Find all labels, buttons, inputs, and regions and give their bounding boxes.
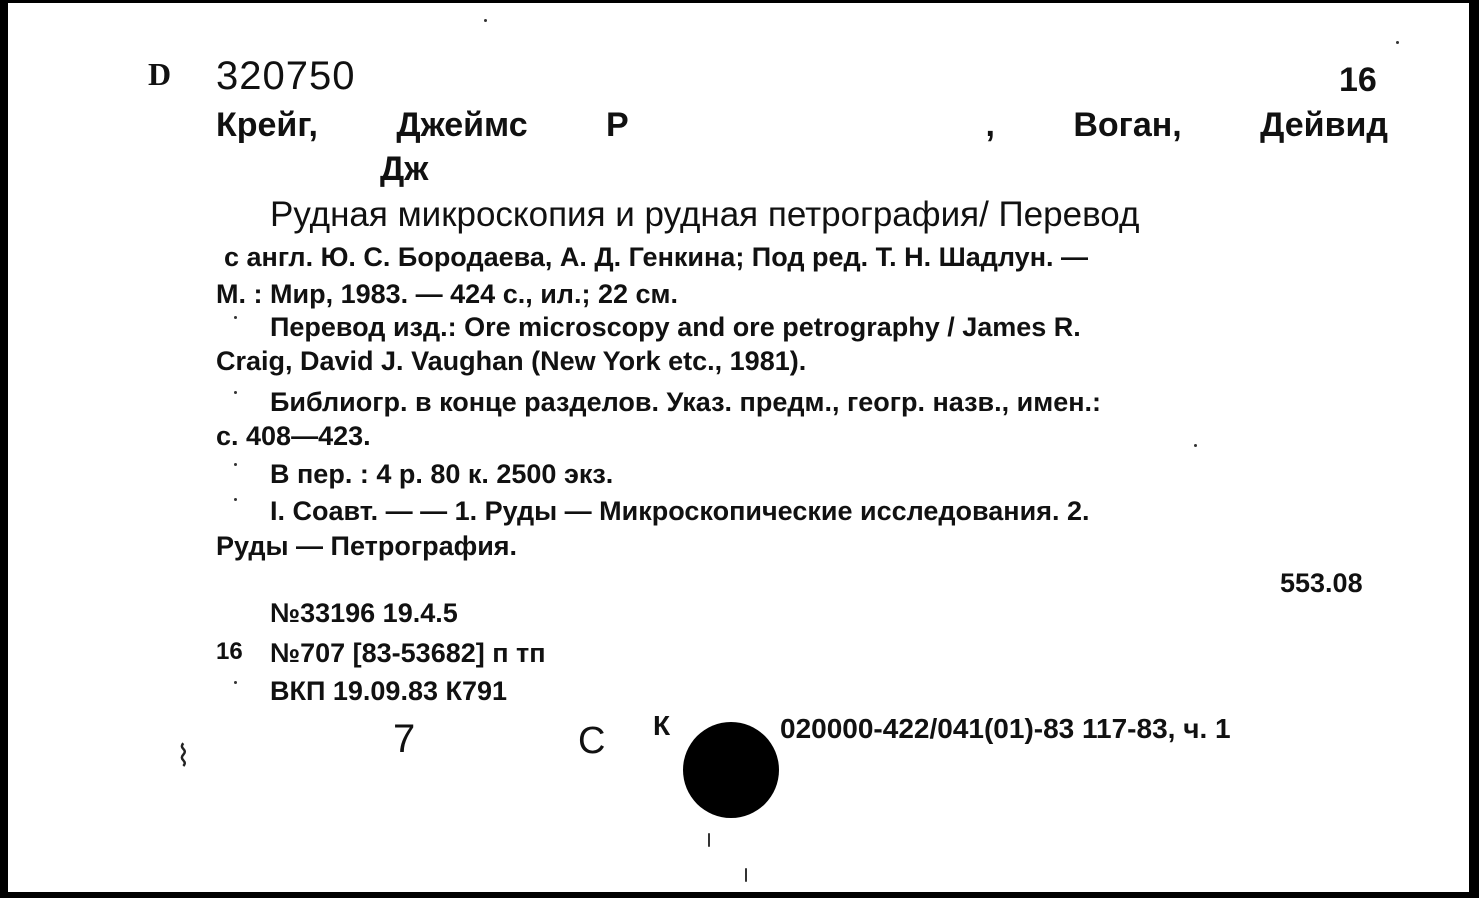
dust-speck [484, 19, 487, 22]
smudge-mark [745, 868, 747, 882]
bottom-letter-c: С [578, 720, 606, 762]
original-authors-line: Craig, David J. Vaughan (New York etc., 1981). [216, 346, 807, 376]
smudge-mark [708, 833, 710, 847]
subjects-line-cont: Руды — Петрография. [216, 531, 518, 561]
dust-speck [234, 316, 237, 319]
punch-hole [683, 722, 779, 818]
author2-name: Дейвид [1260, 106, 1388, 144]
registration-line: ВКП 19.09.83 К791 [270, 676, 508, 706]
bottom-letter-k: К [653, 710, 671, 741]
imprint-line: М. : Мир, 1983. — 424 с., ил.; 22 см. [216, 279, 678, 309]
original-title-line: Перевод изд.: Ore microscopy and ore petrography / James R. [270, 312, 1081, 342]
order-details: №707 [83-53682] п тп [270, 638, 546, 668]
dust-speck [234, 391, 237, 394]
author2-surname: Воган, [1073, 106, 1182, 144]
dust-speck [1194, 444, 1197, 447]
udc-code: 553.08 [1280, 568, 1363, 598]
title-line: Рудная микроскопия и рудная петрография/ Перевод [270, 195, 1140, 234]
order-number: №33196 19.4.5 [270, 598, 458, 628]
price-line: В пер. : 4 р. 80 к. 2500 экз. [270, 459, 614, 489]
card-number: 16 [1339, 61, 1377, 99]
catalog-card [8, 3, 1469, 892]
classification-code: 020000-422/041(01)-83 117-83, ч. 1 [780, 713, 1231, 744]
order-prefix: 16 [216, 638, 243, 665]
authors-line [216, 108, 1388, 142]
bottom-digit: 7 [393, 717, 416, 761]
dust-speck [234, 681, 237, 684]
dust-speck [234, 463, 237, 466]
author1-initial: Р [606, 106, 629, 144]
author1-name: Джеймс [396, 106, 528, 144]
author2-initials: Дж [380, 150, 429, 188]
authors-comma: , [985, 106, 995, 144]
dust-speck [1396, 41, 1399, 44]
dust-speck [234, 498, 237, 501]
subjects-line: I. Соавт. — — 1. Руды — Микроскопические исследования. 2. [270, 496, 1090, 526]
pen-mark: ⌇ [176, 740, 191, 773]
series-letter: D [148, 56, 172, 92]
translator-line: с англ. Ю. С. Бородаева, А. Д. Генкина; Под ред. Т. Н. Шадлун. — [224, 242, 1088, 272]
accession-number: 320750 [216, 54, 356, 98]
author1-surname: Крейг, [216, 106, 318, 144]
bibliography-pages-line: с. 408—423. [216, 421, 371, 451]
bibliography-line: Библиогр. в конце разделов. Указ. предм., геогр. назв., имен.: [270, 387, 1102, 417]
